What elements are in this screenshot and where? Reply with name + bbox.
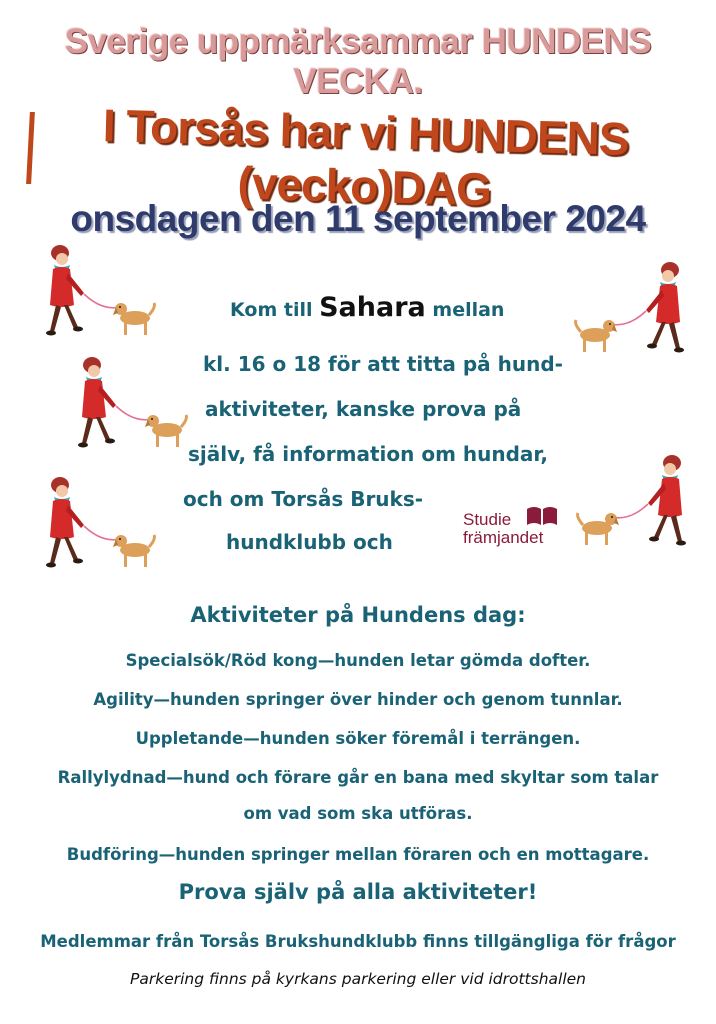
- book-icon: [525, 505, 559, 527]
- intro-prefix: Kom till: [230, 299, 313, 321]
- activity-item: Uppletande—hunden söker föremål i terrängen.: [135, 729, 581, 748]
- headline-local: I Torsås har vi HUNDENS (vecko)DAG: [102, 99, 630, 216]
- activity-item: Rallylydnad—hund och förare går en bana med skyltar som talar: [57, 768, 659, 787]
- event-date: onsdagen den 11 september 2024: [70, 198, 646, 239]
- parking-note: Parkering finns på kyrkans parkering eller vid idrottshallen: [130, 970, 586, 988]
- intro-line-4: själv, få information om hundar,: [188, 442, 548, 466]
- intro-line-1: [230, 292, 504, 323]
- activities-heading: Aktiviteter på Hundens dag:: [190, 603, 526, 627]
- studiefrämjandet-logo: [463, 505, 563, 555]
- logo-line-1: Studie: [463, 510, 512, 529]
- logo-line-2: främjandet: [463, 528, 544, 547]
- intro-line-5: och om Torsås Bruks-: [183, 487, 424, 511]
- woman-walking-dog-icon: [40, 238, 160, 348]
- woman-walking-dog-icon: [572, 448, 692, 558]
- intro-suffix: mellan: [432, 299, 505, 321]
- activity-item: Specialsök/Röd kong—hunden letar gömda dofter.: [125, 651, 591, 670]
- woman-walking-dog-icon: [570, 255, 690, 365]
- woman-walking-dog-icon: [72, 350, 192, 460]
- headline-national: Sverige uppmärksammar HUNDENS VECKA.: [64, 22, 652, 101]
- try-all-callout: Prova själv på alla aktiviteter!: [178, 880, 538, 904]
- woman-walking-dog-icon: [40, 470, 160, 580]
- members-note: Medlemmar från Torsås Brukshundklubb finns tillgängliga för frågor: [40, 932, 676, 951]
- intro-line-6: hundklubb och: [226, 530, 393, 554]
- intro-line-2: kl. 16 o 18 för att titta på hund-: [203, 352, 563, 376]
- venue-name: Sahara: [319, 292, 426, 323]
- activity-item: Agility—hunden springer över hinder och genom tunnlar.: [93, 690, 623, 709]
- activity-item-continued: om vad som ska utföras.: [243, 804, 473, 823]
- activity-item: Budföring—hunden springer mellan föraren och en mottagare.: [66, 845, 650, 864]
- intro-line-3: aktiviteter, kanske prova på: [205, 397, 522, 421]
